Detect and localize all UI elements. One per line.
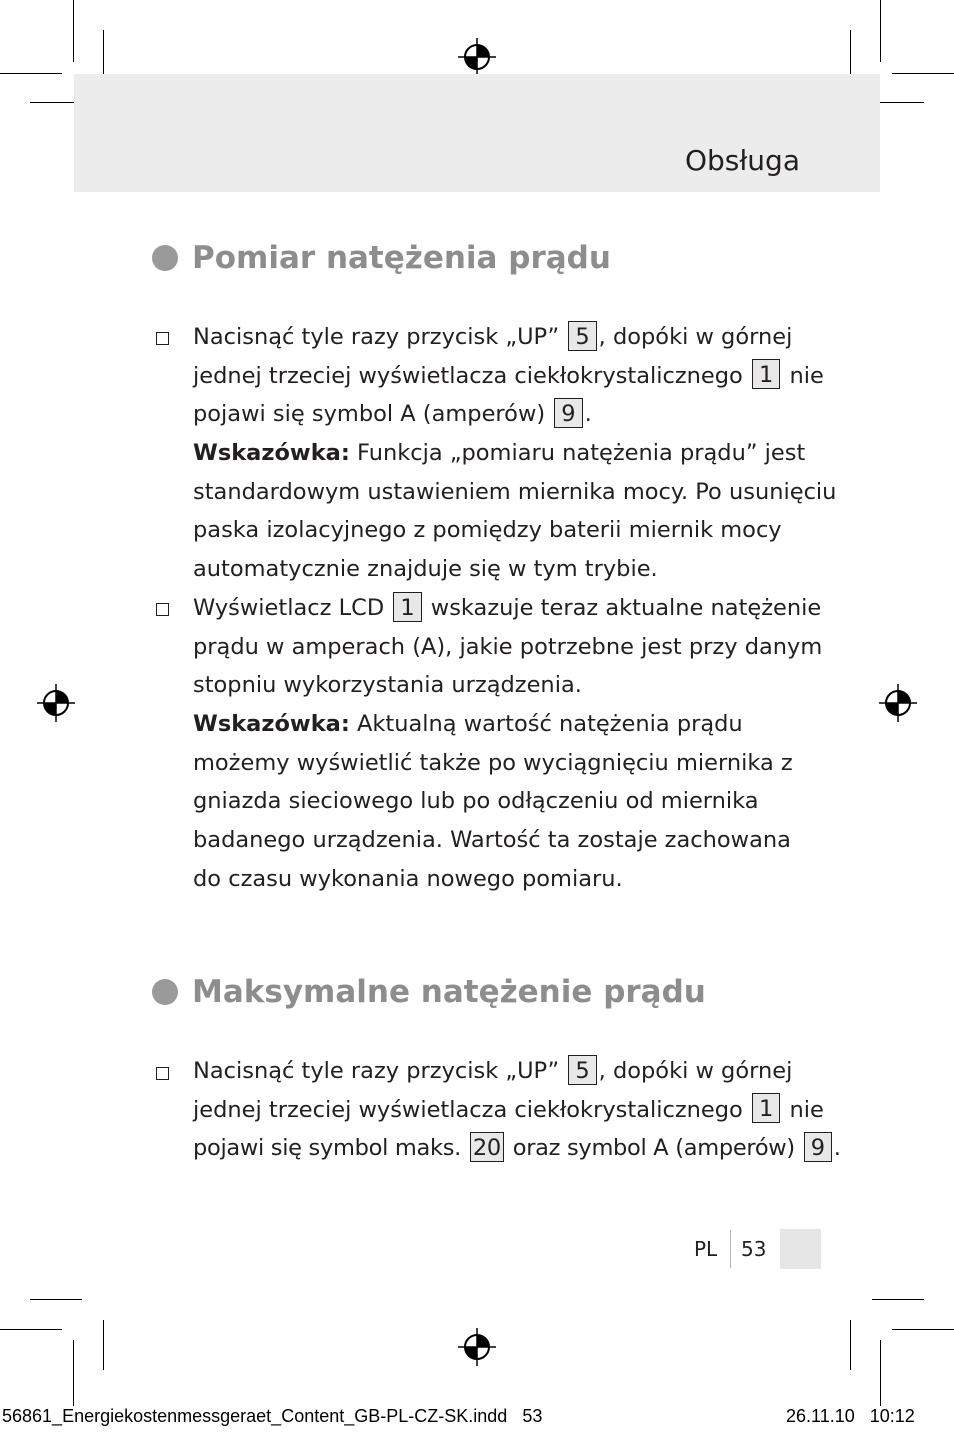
text-segment: pojawi się symbol A (amperów) bbox=[193, 401, 546, 428]
footer-tab-box bbox=[780, 1229, 821, 1269]
section-heading bbox=[152, 236, 611, 280]
instruction-item bbox=[193, 1052, 841, 1168]
crop-mark bbox=[880, 1340, 881, 1406]
section-heading bbox=[152, 970, 706, 1014]
registration-mark-icon bbox=[37, 684, 75, 722]
note-text: gniazda sieciowego lub po odłączeniu od miernika bbox=[193, 788, 759, 815]
note-text: Funkcja „pomiaru natężenia prądu” jest bbox=[357, 440, 806, 467]
text-segment: Nacisnąć tyle razy przycisk „UP” bbox=[193, 1058, 560, 1084]
crop-mark bbox=[850, 1320, 851, 1370]
slug-page: 53 bbox=[522, 1406, 543, 1426]
text-segment: . bbox=[584, 401, 592, 428]
instruction-item bbox=[193, 589, 823, 899]
text-segment: prądu w amperach (A), jakie potrzebne jest przy danym bbox=[193, 633, 823, 660]
note-text: Aktualną wartość natężenia prądu bbox=[357, 711, 743, 738]
reference-number: 20 bbox=[470, 1132, 504, 1162]
checkbox-bullet-icon bbox=[156, 332, 169, 345]
crop-mark bbox=[30, 1299, 82, 1300]
text-segment: jednej trzeciej wyświetlacza ciekłokrystalicznego bbox=[193, 362, 743, 389]
crop-mark bbox=[0, 1329, 62, 1330]
text-segment: nie bbox=[789, 1096, 824, 1123]
reference-number: 9 bbox=[554, 398, 582, 428]
checkbox-bullet-icon bbox=[156, 603, 169, 616]
text-segment: . bbox=[833, 1135, 841, 1162]
note-text: paska izolacyjnego z pomiędzy baterii miernik mocy bbox=[193, 517, 782, 544]
section-bullet-icon bbox=[152, 245, 178, 271]
registration-mark-icon bbox=[458, 1328, 496, 1366]
slug-time: 10:12 bbox=[869, 1406, 915, 1426]
reference-number: 5 bbox=[568, 321, 596, 351]
note-label: Wskazówka: bbox=[193, 440, 350, 467]
text-segment: , dopóki w górnej bbox=[598, 324, 793, 350]
reference-number: 5 bbox=[568, 1055, 596, 1085]
text-segment: Wyświetlacz LCD bbox=[193, 595, 385, 621]
reference-number: 1 bbox=[393, 592, 421, 622]
checkbox-bullet-icon bbox=[156, 1067, 169, 1080]
page-header-title: Obsługa bbox=[684, 144, 800, 177]
section-title: Pomiar natężenia prądu bbox=[192, 240, 611, 276]
crop-mark bbox=[103, 1320, 104, 1370]
slug-filename bbox=[2, 1406, 542, 1427]
section-bullet-icon bbox=[152, 979, 178, 1005]
crop-mark bbox=[73, 0, 74, 62]
reference-number: 1 bbox=[752, 1093, 780, 1123]
crop-mark bbox=[892, 73, 954, 74]
text-segment: Nacisnąć tyle razy przycisk „UP” bbox=[193, 324, 560, 350]
note-text: standardowym ustawieniem miernika mocy. Po usunięciu bbox=[193, 478, 837, 505]
text-segment: , dopóki w górnej bbox=[598, 1058, 793, 1084]
note-label: Wskazówka: bbox=[193, 711, 350, 738]
text-segment: nie bbox=[789, 362, 824, 389]
slug-file: 56861_Energiekostenmessgeraet_Content_GB-PL-CZ-SK.indd bbox=[2, 1406, 508, 1426]
crop-mark bbox=[880, 0, 881, 62]
reference-number: 9 bbox=[804, 1132, 832, 1162]
note-text: badanego urządzenia. Wartość ta zostaje zachowana bbox=[193, 827, 791, 854]
text-segment: oraz symbol A (amperów) bbox=[512, 1135, 795, 1162]
instruction-item bbox=[193, 318, 837, 589]
crop-mark bbox=[0, 73, 62, 74]
reference-number: 1 bbox=[752, 359, 780, 389]
note-text: możemy wyświetlić także po wyciągnięciu miernika z bbox=[193, 749, 793, 776]
footer-divider bbox=[730, 1230, 731, 1268]
text-segment: wskazuje teraz aktualne natężenie bbox=[430, 595, 822, 621]
note-text: do czasu wykonania nowego pomiaru. bbox=[193, 865, 623, 892]
crop-mark bbox=[73, 1340, 74, 1406]
registration-mark-icon bbox=[458, 38, 496, 76]
slug-date: 26.11.10 bbox=[786, 1406, 855, 1426]
note-text: automatycznie znajduje się w tym trybie. bbox=[193, 556, 658, 583]
text-segment: jednej trzeciej wyświetlacza ciekłokrystalicznego bbox=[193, 1096, 743, 1123]
section-title: Maksymalne natężenie prądu bbox=[192, 974, 706, 1010]
footer-page-number: 53 bbox=[741, 1237, 767, 1261]
registration-mark-icon bbox=[879, 684, 917, 722]
crop-mark bbox=[872, 1299, 924, 1300]
slug-datetime bbox=[786, 1406, 915, 1427]
text-segment: pojawi się symbol maks. bbox=[193, 1135, 461, 1162]
text-segment: stopniu wykorzystania urządzenia. bbox=[193, 672, 582, 699]
footer-language: PL bbox=[694, 1237, 718, 1261]
header-band bbox=[74, 74, 880, 192]
crop-mark bbox=[892, 1329, 954, 1330]
